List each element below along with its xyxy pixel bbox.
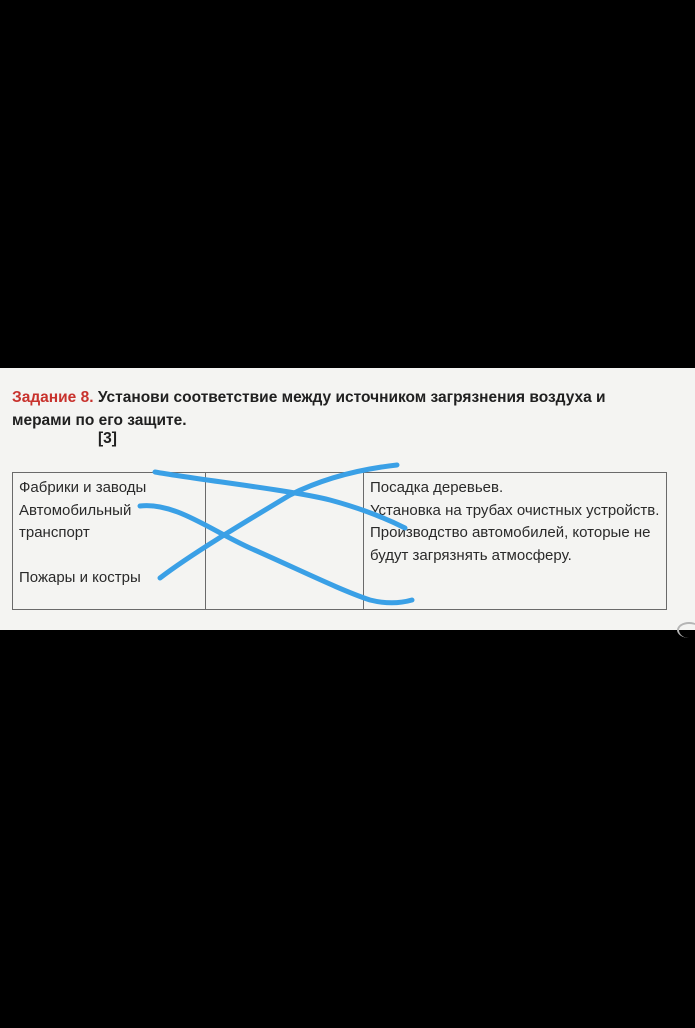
source-item: Автомобильный транспорт	[19, 501, 132, 541]
measure-item: Посадка деревьев.	[370, 479, 504, 496]
task-points: [3]	[98, 430, 117, 447]
sources-column	[13, 473, 206, 610]
empty-middle-column	[206, 473, 364, 610]
task-text: Установи соответствие между источником загрязнения воздуха и мерами по его защите.	[12, 389, 606, 429]
matching-table	[12, 472, 667, 610]
source-item: Фабрики и заводы	[19, 479, 147, 496]
task-number: Задание 8.	[12, 389, 94, 406]
measure-item: Производство автомобилей, которые не будут загрязнять атмосферу.	[370, 524, 651, 564]
task-heading	[12, 386, 652, 432]
source-item: Пожары и костры	[19, 568, 141, 586]
measures-column	[364, 473, 667, 610]
photo-edge-mark	[677, 622, 695, 638]
measure-item: Установка на трубах очистных устройств.	[370, 501, 660, 519]
